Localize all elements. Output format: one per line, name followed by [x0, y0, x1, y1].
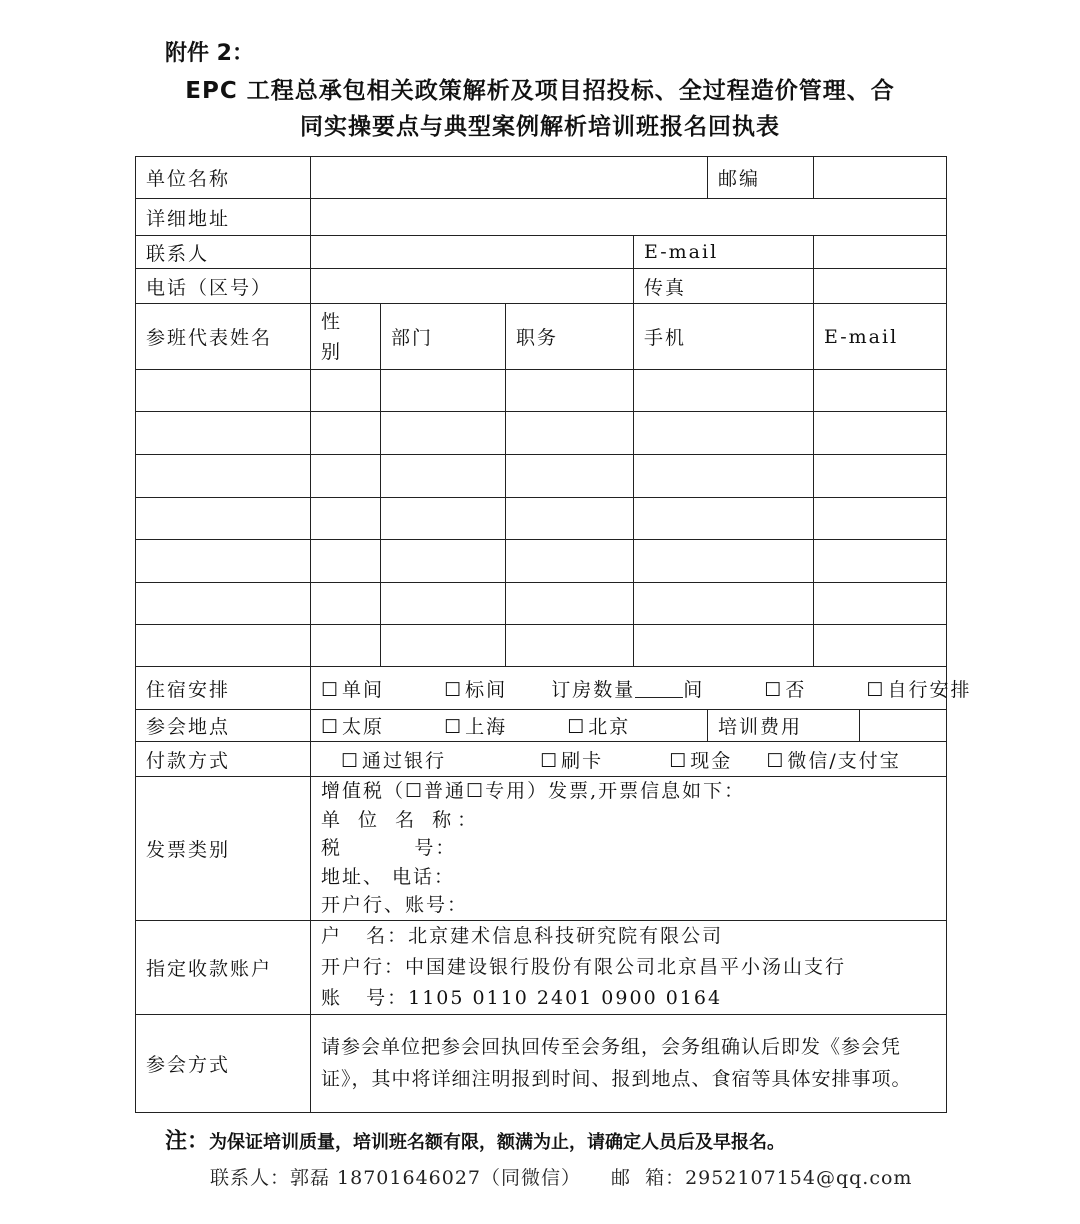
- lodging-options: [311, 667, 972, 710]
- invoice-address-phone-line: 地址、 电话：: [321, 865, 456, 888]
- invoice-bank-account-line: 开户行、账号：: [321, 894, 469, 916]
- attendee-cell[interactable]: [634, 583, 814, 625]
- payment-cash-checkbox[interactable]: ☐: [669, 749, 689, 772]
- attendee-cell[interactable]: [136, 370, 311, 412]
- attendee-cell[interactable]: [506, 625, 634, 667]
- row-account: [136, 920, 947, 1014]
- gender-header-char2: 别: [321, 340, 343, 363]
- postcode-field[interactable]: [814, 157, 947, 199]
- attendee-row: [136, 412, 947, 455]
- row-contact: [136, 236, 947, 269]
- address-field[interactable]: [311, 199, 947, 236]
- attendee-row: [136, 498, 947, 540]
- attendee-cell[interactable]: [814, 540, 947, 583]
- attendee-dept-header: 部门: [381, 304, 506, 370]
- row-lodging: [136, 667, 947, 710]
- attendee-cell[interactable]: [311, 498, 381, 540]
- attendee-mobile-header: 手机: [634, 304, 814, 370]
- lodging-standard-label: 标间: [465, 678, 508, 701]
- attendee-row: [136, 455, 947, 498]
- attendee-cell[interactable]: [506, 412, 634, 455]
- note-label: 注：: [165, 1129, 210, 1154]
- attendee-cell[interactable]: [814, 498, 947, 540]
- room-count-label: 订房数量: [551, 678, 636, 701]
- attendee-cell[interactable]: [814, 583, 947, 625]
- row-payment: [136, 742, 947, 777]
- method-text: 请参会单位把参会回执回传至会务组，会务组确认后即发《参会凭证》，其中将详细注明报到时间、报到地点、食宿等具体安排事项。: [311, 1014, 947, 1112]
- unit-name-label: 单位名称: [136, 157, 311, 199]
- account-info: [311, 920, 947, 1014]
- attendee-cell[interactable]: [136, 583, 311, 625]
- attendee-cell[interactable]: [814, 455, 947, 498]
- training-fee-label: 培训费用: [708, 710, 860, 742]
- phone-label: 电话（区号）: [136, 269, 311, 304]
- attendee-cell[interactable]: [814, 412, 947, 455]
- lodging-no-checkbox[interactable]: ☐: [764, 678, 784, 701]
- attendee-cell[interactable]: [381, 412, 506, 455]
- unit-name-field[interactable]: [311, 157, 708, 199]
- venue-options: [311, 710, 708, 742]
- venue-shanghai-label: 上海: [465, 716, 508, 738]
- account-label: 指定收款账户: [136, 920, 311, 1014]
- attendee-cell[interactable]: [311, 583, 381, 625]
- attendee-cell[interactable]: [136, 498, 311, 540]
- payment-options: [311, 742, 947, 777]
- fax-field[interactable]: [814, 269, 947, 304]
- contact-person-label: 联系人: [136, 236, 311, 269]
- attendee-cell[interactable]: [311, 370, 381, 412]
- postcode-label: 邮编: [708, 157, 814, 199]
- lodging-no-label: 否: [785, 678, 807, 701]
- form-title-line1: EPC 工程总承包相关政策解析及项目招投标、全过程造价管理、合: [185, 78, 895, 104]
- contact-info: 联系人：郭磊 18701646027（同微信）: [210, 1167, 582, 1189]
- attendee-cell[interactable]: [506, 498, 634, 540]
- lodging-standard-checkbox[interactable]: ☐: [444, 678, 464, 701]
- training-fee-field[interactable]: [860, 710, 947, 742]
- attendee-position-header: 职务: [506, 304, 634, 370]
- attendee-cell[interactable]: [136, 412, 311, 455]
- attendee-cell[interactable]: [136, 455, 311, 498]
- attendee-cell[interactable]: [311, 455, 381, 498]
- lodging-label: 住宿安排: [136, 667, 311, 710]
- attachment-label: 附件 2：: [165, 41, 254, 66]
- invoice-unit-name-line: 单 位 名 称：: [321, 808, 483, 831]
- attendee-cell[interactable]: [381, 625, 506, 667]
- attendee-cell[interactable]: [506, 455, 634, 498]
- attendee-cell[interactable]: [634, 625, 814, 667]
- email-label: E-mail: [634, 236, 814, 269]
- attendee-row: [136, 625, 947, 667]
- attendee-row: [136, 540, 947, 583]
- payment-card-label: 刷卡: [561, 749, 604, 772]
- lodging-single-checkbox[interactable]: ☐: [321, 678, 341, 701]
- attendee-cell[interactable]: [634, 455, 814, 498]
- email-field[interactable]: [814, 236, 947, 269]
- attendee-cell[interactable]: [634, 498, 814, 540]
- attendee-cell[interactable]: [381, 540, 506, 583]
- room-count-blank[interactable]: [635, 679, 683, 698]
- phone-field[interactable]: [311, 269, 634, 304]
- row-venue: [136, 710, 947, 742]
- invoice-type-line: 增值税（☐普通☐专用）发票,开票信息如下：: [321, 780, 746, 802]
- mailbox-info: 邮 箱：2952107154@qq.com: [611, 1167, 913, 1189]
- row-unit-name: [136, 157, 947, 199]
- venue-taiyuan-label: 太原: [342, 716, 385, 738]
- attendee-cell[interactable]: [506, 583, 634, 625]
- invoice-tax-number-line: 税 号：: [321, 837, 457, 859]
- fax-label: 传真: [634, 269, 814, 304]
- attendee-cell[interactable]: [311, 625, 381, 667]
- payment-cash-label: 现金: [690, 749, 733, 772]
- invoice-info: [311, 777, 947, 921]
- attendee-cell[interactable]: [814, 370, 947, 412]
- lodging-single-label: 单间: [342, 678, 385, 701]
- account-name-line: 户 名：北京建术信息科技研究院有限公司: [321, 924, 724, 947]
- room-count-unit: 间: [683, 678, 705, 701]
- attendee-gender-header: [311, 304, 381, 370]
- method-label: 参会方式: [136, 1014, 311, 1112]
- attendee-cell[interactable]: [814, 625, 947, 667]
- row-method: [136, 1014, 947, 1112]
- account-bank-line: 开户行：中国建设银行股份有限公司北京昌平小汤山支行: [321, 955, 847, 978]
- registration-form-table: [135, 156, 972, 1113]
- payment-wechat-checkbox[interactable]: ☐: [766, 749, 786, 772]
- lodging-self-checkbox[interactable]: ☐: [866, 678, 886, 701]
- attendee-row: [136, 583, 947, 625]
- row-address: [136, 199, 947, 236]
- attendee-cell[interactable]: [381, 498, 506, 540]
- row-phone: [136, 269, 947, 304]
- contact-person-field[interactable]: [311, 236, 634, 269]
- footer-contact: [210, 1163, 912, 1190]
- payment-wechat-label: 微信/支付宝: [787, 749, 901, 772]
- venue-beijing-checkbox[interactable]: ☐: [567, 716, 587, 738]
- venue-label: 参会地点: [136, 710, 311, 742]
- row-invoice: [136, 777, 947, 921]
- attendee-cell[interactable]: [381, 370, 506, 412]
- account-number-line: 账 号：1105 0110 2401 0900 0164: [321, 986, 723, 1009]
- attendee-name-header: 参班代表姓名: [136, 304, 311, 370]
- gender-header-char1: 性: [321, 310, 343, 333]
- attendee-cell[interactable]: [311, 412, 381, 455]
- attendee-cell[interactable]: [634, 412, 814, 455]
- attendee-cell[interactable]: [506, 370, 634, 412]
- attendee-cell[interactable]: [136, 540, 311, 583]
- payment-card-checkbox[interactable]: ☐: [540, 749, 560, 772]
- attendee-cell[interactable]: [506, 540, 634, 583]
- payment-bank-label: 通过银行: [362, 749, 447, 772]
- attendee-email-header: E-mail: [814, 304, 947, 370]
- attendee-cell[interactable]: [634, 540, 814, 583]
- attendee-row: [136, 370, 947, 412]
- attendee-cell[interactable]: [136, 625, 311, 667]
- venue-shanghai-checkbox[interactable]: ☐: [444, 716, 464, 738]
- attendee-cell[interactable]: [634, 370, 814, 412]
- form-title-line2: 同实操要点与典型案例解析培训班报名回执表: [300, 114, 780, 140]
- note-text: 为保证培训质量，培训班名额有限，额满为止，请确定人员后及早报名。: [209, 1132, 786, 1153]
- payment-label: 付款方式: [136, 742, 311, 777]
- venue-taiyuan-checkbox[interactable]: ☐: [321, 716, 341, 738]
- footer-note: [165, 1124, 785, 1155]
- attendee-cell[interactable]: [381, 583, 506, 625]
- invoice-label: 发票类别: [136, 777, 311, 921]
- attendee-cell[interactable]: [311, 540, 381, 583]
- venue-beijing-label: 北京: [588, 716, 631, 738]
- address-label: 详细地址: [136, 199, 311, 236]
- attendee-cell[interactable]: [381, 455, 506, 498]
- lodging-self-label: 自行安排: [887, 678, 972, 701]
- attendee-header-row: [136, 304, 947, 370]
- payment-bank-checkbox[interactable]: ☐: [341, 749, 361, 772]
